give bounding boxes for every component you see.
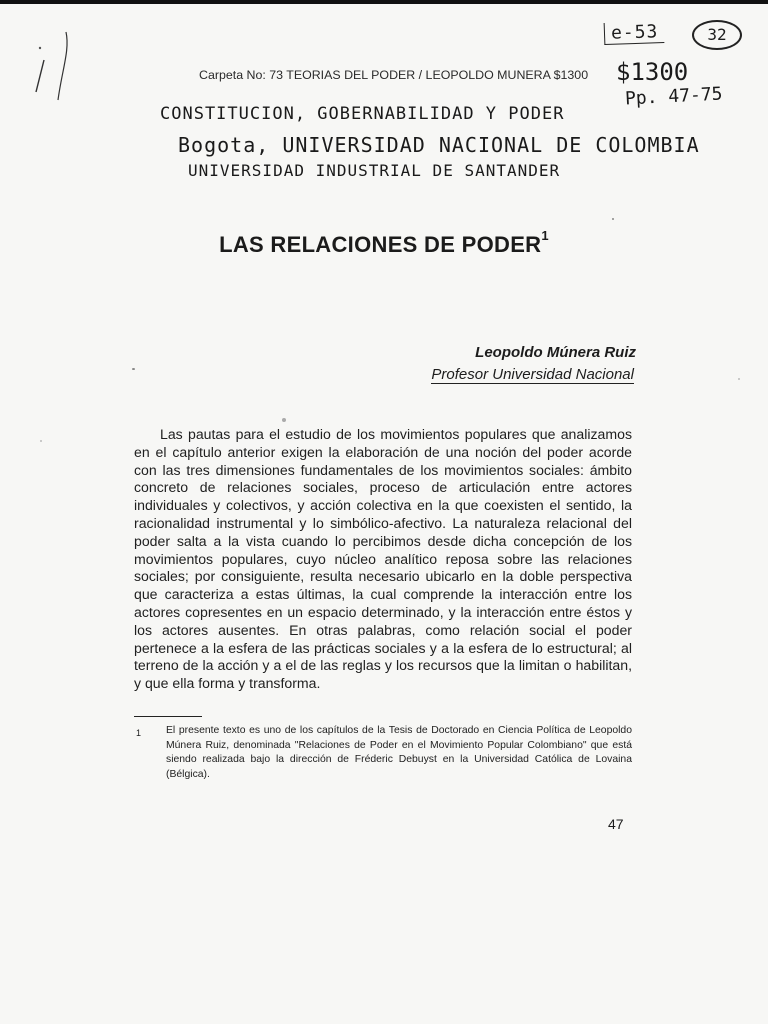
top-border-rule — [0, 0, 768, 4]
handwritten-box-code: e-53 — [604, 21, 665, 45]
footnote-mark: 1 — [136, 728, 142, 738]
author-affiliation: Profesor Universidad Nacional — [431, 366, 634, 383]
chapter-title — [0, 228, 768, 258]
footnote-text: El presente texto es uno de los capítulos de la Tesis de Doctorado en Ciencia Política de Leopoldo Múnera Ruiz, denominada "Relaciones de Poder en el Movimiento Popular Colombiano" que está siendo realizada bajo la dirección de Fréderic Debuyst en la Universidad Católica de Lovaina (Bélgica). — [166, 725, 632, 780]
title-footnote-ref: 1 — [541, 228, 549, 243]
handwritten-note-line-2: Bogota, UNIVERSIDAD NACIONAL DE COLOMBIA — [178, 133, 700, 157]
handwritten-circled-number: 32 — [692, 20, 742, 50]
scan-speck — [282, 418, 286, 422]
scan-speck — [738, 378, 740, 380]
handwritten-pages: Pp. 47-75 — [624, 83, 724, 110]
catalog-header: Carpeta No: 73 TEORIAS DEL PODER / LEOPOLDO MUNERA $1300 — [199, 68, 589, 82]
handwritten-price: $1300 — [616, 58, 689, 86]
handwritten-slash-marks — [22, 30, 82, 110]
page-number: 47 — [608, 816, 624, 832]
body-paragraph — [134, 426, 632, 693]
handwritten-note-line-1: CONSTITUCION, GOBERNABILIDAD Y PODER — [160, 104, 565, 124]
body-paragraph-text: Las pautas para el estudio de los movimientos populares que analizamos en el capítulo anterior exigen la elaboración de una noción del poder acorde con las tres dimensiones fundamentales de los movimientos sociales: ámbito concreto de relaciones sociales, proceso de articulación entre actores individuales y colectivos, y acción colectiva en la que coexisten el sentido, la racionalidad instrumental y lo simbólico-afectivo. La naturaleza relacional del poder salta a la vista cuando lo percibimos desde dicha concepción de los movimientos populares, cuyo núcleo analítico reposa sobre las relaciones sociales; por consiguiente, resulta necesario ubicarlo en la doble perspectiva que caracteriza a estas últimas, la cual comprende la interacción entre los actores copresentes en un espacio determinado, y la interacción entre éstos y los actores ausentes. En otras palabras, como relación social el poder pertenece a la esfera de las prácticas sociales y a la esfera de lo estructural; al terreno de la acción y a el de las reglas y los recursos que la limitan o habilitan, y que ella forma y transforma. — [134, 426, 632, 692]
scan-speck — [132, 368, 135, 370]
handwritten-note-line-3: UNIVERSIDAD INDUSTRIAL DE SANTANDER — [188, 161, 561, 180]
chapter-title-text: LAS RELACIONES DE PODER — [219, 232, 542, 257]
scan-speck — [612, 218, 614, 220]
footnote-rule — [134, 716, 202, 717]
scan-speck — [40, 440, 42, 442]
author-name: Leopoldo Múnera Ruiz — [475, 344, 636, 361]
